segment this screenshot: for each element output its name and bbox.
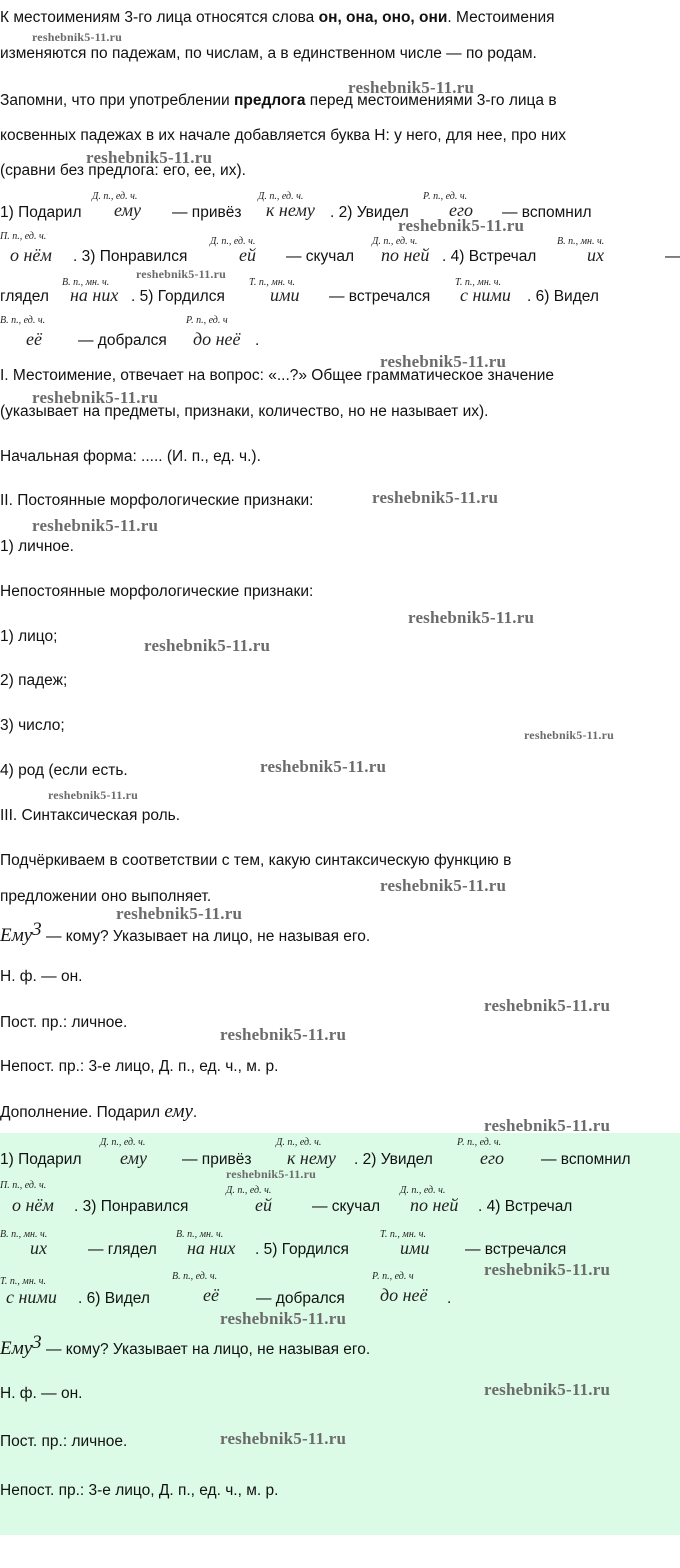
case-note: Д. п., ед. ч. [226, 1185, 272, 1196]
intro-line-5: (сравни без предлога: его, ее, их). [0, 162, 246, 179]
watermark: reshebnik5-11.ru [226, 1167, 316, 1181]
analysis-line: III. Синтаксическая роль. [0, 807, 181, 824]
exercise-text: 1) Подарил [0, 204, 82, 221]
case-note: Д. п., ед. ч. [258, 191, 304, 202]
case-note: В. п., ед. ч. [172, 1271, 218, 1282]
case-note: Д. п., ед. ч. [100, 1137, 146, 1148]
exercise-text: . 6) Видел [527, 288, 599, 305]
emu-explanation: Ему$^3$ — кому? Указывает на лицо, не называя его. [0, 1332, 371, 1360]
case-note: П. п., ед. ч. [0, 231, 47, 242]
exercise-text: . 4) Встречал [478, 1198, 573, 1215]
pronoun-word: их [30, 1238, 47, 1258]
exercise-text: — привёз [182, 1151, 252, 1168]
watermark: reshebnik5-11.ru [116, 904, 243, 923]
pronoun-word: ей [239, 245, 256, 265]
pronoun-word: его [480, 1148, 505, 1168]
analysis-line: предложении оно выполняет. [0, 888, 212, 905]
pronoun-word: к нему [287, 1148, 336, 1168]
exercise-text: . [255, 332, 260, 349]
exercise-text: — скучал [312, 1198, 381, 1215]
case-note: Д. п., ед. ч. [92, 191, 138, 202]
watermark: reshebnik5-11.ru [48, 788, 138, 802]
pronoun-word: ему [120, 1148, 148, 1168]
exercise-text: — добрался [78, 332, 167, 349]
pronoun-word: её [203, 1285, 219, 1305]
pronoun-word: по ней [381, 245, 430, 265]
watermark: reshebnik5-11.ru [372, 488, 499, 507]
watermark: reshebnik5-11.ru [484, 996, 611, 1015]
exercise-text: . 2) Увидел [354, 1151, 433, 1168]
analysis-line: Непостоянные морфологические признаки: [0, 583, 314, 600]
pronoun-word: по ней [410, 1195, 459, 1215]
intro-line-3: Запомни, что при употреблении предлога перед местоимениями 3-го лица в [0, 92, 557, 109]
analysis-line: (указывает на предметы, признаки, количество, но не называет их). [0, 403, 489, 420]
case-note: Р. п., ед. ч. [423, 191, 468, 202]
pronoun-word: о нём [10, 245, 52, 265]
initial-form: Н. ф. — он. [0, 968, 83, 985]
exercise-text: . 4) Встречал [442, 248, 537, 265]
pronoun-word: на них [70, 285, 119, 305]
analysis-line: 1) лицо; [0, 628, 58, 645]
exercise-text: — вспомнил [541, 1151, 631, 1168]
exercise-text: . 6) Видел [78, 1290, 150, 1307]
watermark: reshebnik5-11.ru [260, 757, 387, 776]
analysis-line: II. Постоянные морфологические признаки: [0, 492, 314, 509]
pronoun-word: до неё [193, 329, 241, 349]
exercise-text: — привёз [172, 204, 242, 221]
analysis-line: Подчёркиваем в соответствии с тем, какую синтаксическую функцию в [0, 852, 512, 869]
case-note: Р. п., ед. ч [372, 1271, 414, 1282]
case-note: Р. п., ед. ч. [457, 1137, 502, 1148]
watermark: reshebnik5-11.ru [380, 352, 507, 371]
pronoun-word: о нём [12, 1195, 54, 1215]
pronoun-word: с ними [460, 285, 511, 305]
analysis-line: I. Местоимение, отвечает на вопрос: «...?» Общее грамматическое значение [0, 367, 555, 384]
case-note: В. п., ед. ч. [0, 315, 46, 326]
case-note: Д. п., ед. ч. [400, 1185, 446, 1196]
exercise-text: — вспомнил [502, 204, 592, 221]
watermark: reshebnik5-11.ru [380, 876, 507, 895]
watermark: reshebnik5-11.ru [32, 388, 159, 407]
pronoun-word: его [449, 200, 474, 220]
case-note: Д. п., ед. ч. [210, 236, 256, 247]
exercise-text: — встречался [329, 288, 431, 305]
watermark: reshebnik5-11.ru [398, 216, 525, 235]
exercise-text: глядел [0, 288, 49, 305]
watermark: reshebnik5-11.ru [484, 1260, 611, 1279]
watermark: reshebnik5-11.ru [348, 78, 475, 97]
watermark: reshebnik5-11.ru [524, 728, 614, 742]
watermark: reshebnik5-11.ru [136, 267, 226, 281]
case-note: Т. п., мн. ч. [0, 1276, 47, 1287]
watermark: reshebnik5-11.ru [484, 1116, 611, 1135]
watermark: reshebnik5-11.ru [220, 1429, 347, 1448]
variable-features: Непост. пр.: 3-е лицо, Д. п., ед. ч., м. р. [0, 1058, 279, 1075]
analysis-line: 3) число; [0, 717, 65, 734]
exercise-text: . [447, 1290, 452, 1307]
watermark: reshebnik5-11.ru [484, 1380, 611, 1399]
analysis-line: 2) падеж; [0, 672, 68, 689]
intro-line-2: изменяются по падежам, по числам, а в единственном числе — по родам. [0, 45, 537, 62]
case-note: Т. п., мн. ч. [455, 277, 502, 288]
variable-features: Непост. пр.: 3-е лицо, Д. п., ед. ч., м. р. [0, 1482, 279, 1499]
exercise-text: — встречался [465, 1241, 567, 1258]
watermark: reshebnik5-11.ru [32, 30, 122, 44]
analysis-line: 4) род (если есть. [0, 762, 128, 779]
exercise-text: . 3) Понравился [73, 248, 188, 265]
analysis-line: Начальная форма: ..... (И. п., ед. ч.). [0, 448, 261, 465]
pronoun-word: на них [187, 1238, 236, 1258]
intro-line-4: косвенных падежах в их начале добавляется буква Н: у него, для нее, про них [0, 127, 566, 144]
case-note: Д. п., ед. ч. [276, 1137, 322, 1148]
exercise-text: 1) Подарил [0, 1151, 82, 1168]
pronoun-word: с ними [6, 1287, 57, 1307]
initial-form: Н. ф. — он. [0, 1385, 83, 1402]
exercise-text: — [665, 248, 680, 265]
case-note: Т. п., мн. ч. [249, 277, 296, 288]
exercise-text: . 5) Гордился [131, 288, 225, 305]
pronoun-word: к нему [266, 200, 315, 220]
analysis-line: 1) личное. [0, 538, 74, 555]
pronoun-word: ими [270, 285, 300, 305]
pronoun-word: ими [400, 1238, 430, 1258]
pronoun-word: их [587, 245, 604, 265]
syntactic-role: Дополнение. Подарил ему. [0, 1101, 198, 1122]
watermark: reshebnik5-11.ru [220, 1025, 347, 1044]
constant-features: Пост. пр.: личное. [0, 1014, 128, 1031]
case-note: Р. п., ед. ч [186, 315, 228, 326]
watermark: reshebnik5-11.ru [144, 636, 271, 655]
exercise-text: . 5) Гордился [255, 1241, 349, 1258]
exercise-text: . 2) Увидел [330, 204, 409, 221]
case-note: П. п., ед. ч. [0, 1180, 47, 1191]
pronoun-word: ему [114, 200, 142, 220]
case-note: В. п., мн. ч. [557, 236, 605, 247]
pronoun-word: до неё [380, 1285, 428, 1305]
constant-features: Пост. пр.: личное. [0, 1433, 128, 1450]
exercise-text: — глядел [88, 1241, 157, 1258]
watermark: reshebnik5-11.ru [32, 516, 159, 535]
emu-explanation: Ему$^3$ — кому? Указывает на лицо, не называя его. [0, 919, 371, 947]
case-note: Т. п., мн. ч. [380, 1229, 427, 1240]
exercise-text: — скучал [286, 248, 355, 265]
intro-line-1: К местоимениям 3-го лица относятся слова он, она, оно, они. Местоимения [0, 9, 555, 26]
case-note: В. п., мн. ч. [62, 277, 110, 288]
pronoun-word: её [26, 329, 42, 349]
watermark: reshebnik5-11.ru [220, 1309, 347, 1328]
case-note: В. п., мн. ч. [0, 1229, 48, 1240]
watermark: reshebnik5-11.ru [86, 148, 213, 167]
exercise-text: — добрался [256, 1290, 345, 1307]
exercise-text: . 3) Понравился [74, 1198, 189, 1215]
watermark: reshebnik5-11.ru [408, 608, 535, 627]
case-note: Д. п., ед. ч. [372, 236, 418, 247]
case-note: В. п., мн. ч. [176, 1229, 224, 1240]
pronoun-word: ей [255, 1195, 272, 1215]
